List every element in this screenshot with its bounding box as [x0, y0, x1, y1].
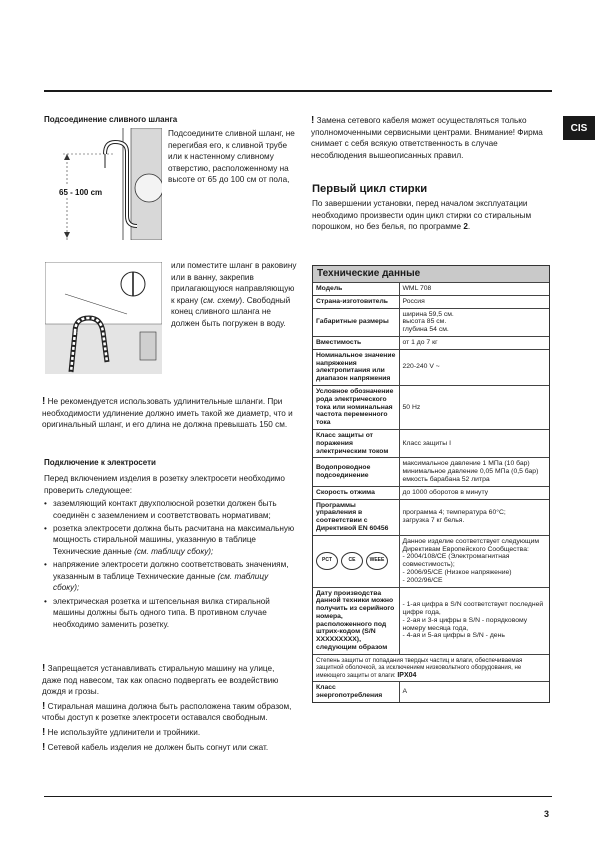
note: ! Не используйте удлинители и тройники. — [42, 726, 201, 738]
electric-notes — [42, 663, 294, 756]
list-item: • напряжение электросети должно соответствовать значениям, указанным в таблице Технические данные (см. таблицу сбоку); — [44, 559, 296, 594]
table-row: Программы управления в соответствии с Директивой EN 60456 программа 4; температура 60°C; загрузка 7 кг белья. — [313, 499, 549, 535]
table-row: Модель WML 708 — [313, 283, 549, 296]
exclamation-icon: ! — [42, 726, 46, 738]
protection-degree: Степень защиты от попадания твердых частиц и влаги, обеспечиваемая защитной оболочкой, за исключением низковольтного оборудования, не имеющего защиты от влаги: IPX04 — [313, 654, 549, 681]
technical-data-rows — [313, 282, 549, 654]
note: ! Запрещается устанавливать стиральную машину на улице, даже под навесом, так как опасно подвергать ее воздействию дождя и грозы. — [42, 663, 279, 697]
electric-intro: Перед включением изделия в розетку электросети необходимо проверить следующее: — [44, 474, 285, 495]
table-row: PCT CE WEEE Данное изделие соответствует следующим Директивам Европейского Сообщества: - 2004/108/CE (Электромагнитная совместимость); - 2006/95/CE (Низкое напряжение) - 2002/96/CE — [313, 535, 549, 587]
top-rule — [44, 90, 552, 92]
ce-mark: CE — [341, 552, 363, 570]
electric-section-title: Подключение к электросети — [44, 458, 156, 467]
table-row: Класс энергопотребления A — [313, 682, 549, 702]
first-cycle-text: По завершении установки, перед началом эксплуатации необходимо произвести один цикл стирки со стиральным порошком, но без белья, по программе 2. — [312, 199, 532, 232]
table-row: Водопроводное подсоединение максимальное давление 1 МПа (10 бар) минимальное давление 0,05 МПа (0,5 бар) емкость барабана 52 литра — [313, 458, 549, 486]
note: ! Сетевой кабель изделия не должен быть согнут или сжат. — [42, 741, 269, 753]
bottom-rule — [44, 796, 552, 797]
drain-hose-wall-diagram — [45, 128, 162, 240]
list-item: • электрическая розетка и штепсельная вилка стиральной машины должны быть одного типа. В противном случае необходимо заменить розетку. — [44, 596, 296, 631]
table-row: Габаритные размеры ширина 59,5 см. высота 85 см. глубина 54 см. — [313, 308, 549, 336]
technical-data-title: Технические данные — [313, 266, 549, 282]
exclamation-icon: ! — [42, 700, 46, 712]
energy-class-row — [313, 681, 549, 702]
exclamation-icon: ! — [42, 663, 46, 674]
pct-mark: PCT — [316, 552, 338, 570]
first-cycle-title: Первый цикл стирки — [312, 183, 428, 195]
table-row: Номинальное значение напряжения электропитания или диапазон напряжения 220-240 V ~ — [313, 349, 549, 385]
drain-section-title: Подсоединение сливного шланга — [44, 115, 178, 124]
height-label: 65 - 100 cm — [59, 188, 103, 197]
drain-paragraph-1: Подсоедините сливной шланг, не перегибая его, к сливной трубе или к настенному сливному отверстию, расположенному на высоте от 65 до 100 см от пола, — [168, 129, 295, 185]
table-row: Условное обозначение рода электрического тока или номинальная частота переменного тока 50 Hz — [313, 385, 549, 429]
table-row: Дату производства данной техники можно получить из серийного номера, расположенного под штрих-кодом (S/N XXXXXXXXX), следующим образом - 1-ая цифра в S/N соответствует последней цифре года, - 2-ая и 3-я цифры в S/N - порядковому номеру месяца года, - 4-ая и 5-ая цифры в S/N - день — [313, 587, 549, 654]
drain-paragraph-2: или поместите шланг в раковину или в ванну, закрепив прилагающуюся направляющую к крану (см. схему). Свободный конец сливного шланга не должен быть погружен в воду. — [171, 261, 297, 328]
table-row: Вместимость от 1 до 7 кг — [313, 336, 549, 349]
electric-check-list — [44, 498, 296, 632]
exclamation-icon: ! — [42, 741, 46, 753]
page-number: 3 — [544, 809, 550, 819]
certification-logos — [313, 535, 399, 587]
exclamation-icon: ! — [42, 396, 46, 407]
weee-mark: WEEE — [366, 552, 388, 570]
extension-hose-warning: ! Не рекомендуется использовать удлинительные шланги. При необходимости удлинение должно иметь такой же диаметр, что и оригинальный шланг, и его длина не должна превышать 150 см. — [42, 396, 293, 430]
technical-data-table — [312, 265, 550, 703]
note: ! Стиральная машина должна быть расположена таким образом, чтобы доступ к розетке электросети оставался свободным. — [42, 700, 292, 723]
table-row: Скорость отжима до 1000 оборотов в минуту — [313, 486, 549, 499]
drain-hose-tap-diagram — [45, 262, 162, 374]
language-tab: CIS — [563, 116, 595, 140]
list-item: • розетка электросети должна быть расчитана на максимальную мощность стиральной машины, указанную в таблице Технические данные (см. таблицу сбоку); — [44, 523, 296, 558]
exclamation-icon: ! — [311, 115, 315, 126]
list-item: • заземляющий контакт двухполюсной розетки должен быть соединён с заземлением и соответствовать нормативам; — [44, 498, 296, 521]
table-row: Страна-изготовитель Россия — [313, 295, 549, 308]
cable-replacement-warning: ! Замена сетевого кабеля может осуществляться только уполномоченными сервисными центрами. Внимание! Фирма снимает с себя всякую ответственность в случае несоблюдения вышеописанных правил. — [311, 115, 543, 160]
table-row: Класс защиты от поражения электрическим током Класс защиты I — [313, 429, 549, 457]
